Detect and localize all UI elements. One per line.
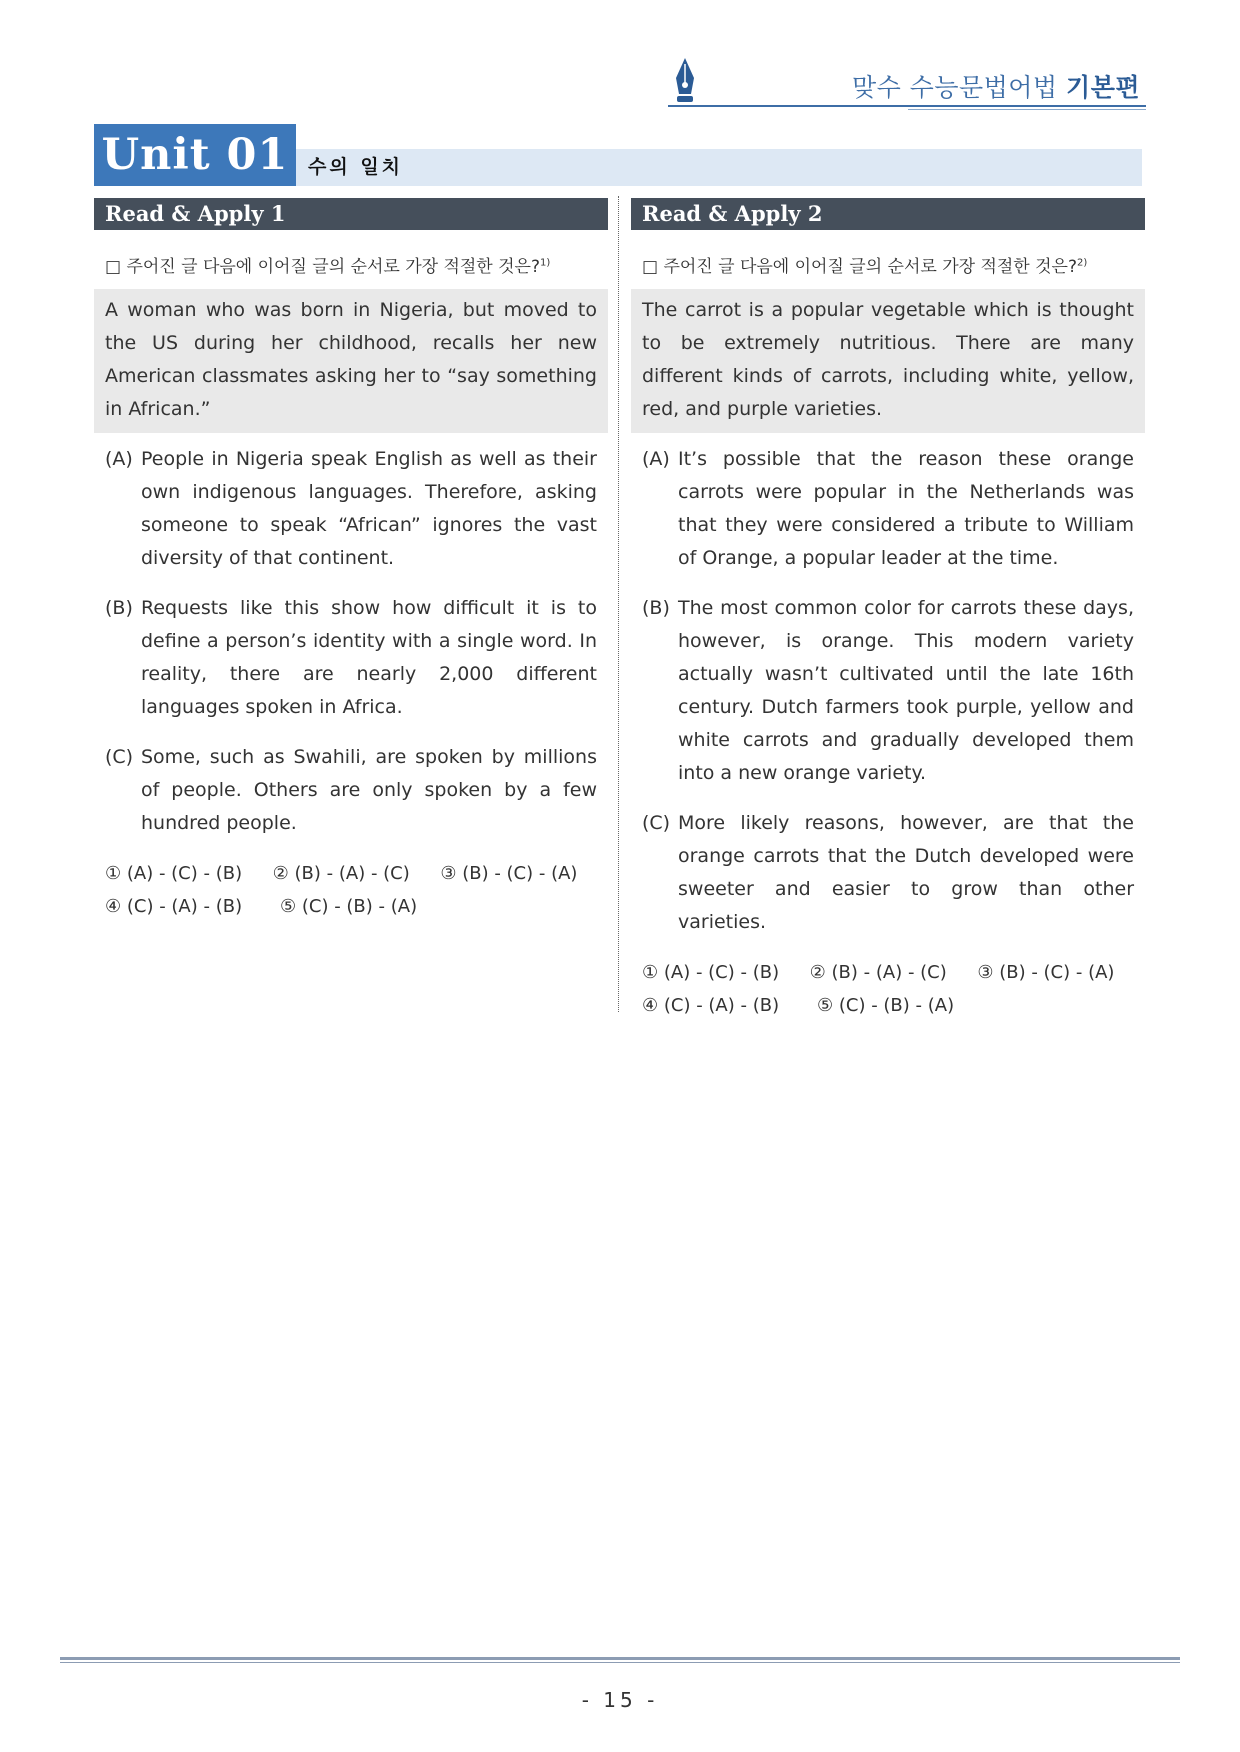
option-tag: (C) (105, 746, 134, 768)
answer-choice-5[interactable]: ⑤ (C) - (B) - (A) (280, 896, 418, 917)
answer-choices (94, 857, 608, 923)
footer-rule (60, 1657, 1180, 1660)
answer-choice-5[interactable]: ⑤ (C) - (B) - (A) (817, 995, 955, 1016)
footer-rule-thin (60, 1662, 1180, 1663)
answer-choices (631, 956, 1145, 1022)
option-text: The most common color for carrots these days, however, is orange. This modern variety actually wasn’t cultivated until the late 16th century. Dutch farmers took purple, yellow and white carrots and gradually developed them into a new orange variety. (678, 597, 1134, 784)
unit-subtitle: 수의 일치 (308, 156, 404, 178)
page-header (668, 54, 1146, 110)
header-rule-thin (908, 109, 1146, 110)
header-rule (668, 105, 1146, 107)
option-text: More likely reasons, however, are that the orange carrots that the Dutch developed were sweeter and easier to grow than other varieties. (678, 812, 1134, 933)
option-text: People in Nigeria speak English as well as their own indigenous languages. Therefore, asking someone to speak “African” ignores the vast diversity of that continent. (141, 448, 597, 569)
given-passage: The carrot is a popular vegetable which is thought to be extremely nutritious. There are many different kinds of carrots, including white, yellow, red, and purple varieties. (631, 289, 1145, 433)
read-apply-2 (631, 198, 1145, 1022)
section-heading: Read & Apply 2 (631, 198, 1145, 230)
option-text: It’s possible that the reason these orange carrots were popular in the Netherlands was that they were considered a tribute to William of Orange, a popular leader at the time. (678, 448, 1134, 569)
option-text: Requests like this show how difficult it is to define a person’s identity with a single word. In reality, there are nearly 2,000 different languages spoken in Africa. (141, 597, 597, 718)
paragraph-option-a (105, 443, 597, 575)
page-number: - 15 - (581, 1688, 659, 1712)
option-tag: (B) (105, 597, 133, 619)
answer-choice-3[interactable]: ③ (B) - (C) - (A) (440, 863, 578, 884)
footnote-marker: 1) (540, 257, 551, 269)
answer-choice-1[interactable]: ① (A) - (C) - (B) (642, 962, 780, 983)
question-text: □ 주어진 글 다음에 이어질 글의 순서로 가장 적절한 것은? (105, 257, 541, 277)
given-passage: A woman who was born in Nigeria, but moved to the US during her childhood, recalls her new American classmates asking her to “say something in African.” (94, 289, 608, 433)
footnote-marker: 2) (1077, 257, 1088, 269)
answer-choice-3[interactable]: ③ (B) - (C) - (A) (977, 962, 1115, 983)
paragraph-option-a (642, 443, 1134, 575)
answer-choice-4[interactable]: ④ (C) - (A) - (B) (642, 995, 780, 1016)
read-apply-1 (94, 198, 608, 923)
unit-title: Unit 01 (94, 124, 296, 186)
book-title-bold: 기본편 (1066, 73, 1140, 102)
question-prompt (94, 252, 608, 277)
fountain-pen-nib-icon (670, 56, 700, 106)
column-divider (618, 196, 619, 1012)
option-tag: (A) (642, 448, 670, 470)
paragraph-option-c (105, 741, 597, 840)
book-title-prefix: 맞수 수능문법어법 (851, 73, 1058, 102)
option-text: Some, such as Swahili, are spoken by millions of people. Others are only spoken by a few hundred people. (141, 746, 597, 834)
paragraph-option-c (642, 807, 1134, 939)
section-heading: Read & Apply 1 (94, 198, 608, 230)
option-tag: (C) (642, 812, 671, 834)
answer-choice-1[interactable]: ① (A) - (C) - (B) (105, 863, 243, 884)
question-text: □ 주어진 글 다음에 이어질 글의 순서로 가장 적절한 것은? (642, 257, 1078, 277)
answer-choice-2[interactable]: ② (B) - (A) - (C) (272, 863, 410, 884)
paragraph-option-b (642, 592, 1134, 790)
option-tag: (B) (642, 597, 670, 619)
answer-choice-2[interactable]: ② (B) - (A) - (C) (809, 962, 947, 983)
paragraph-option-b (105, 592, 597, 724)
book-title (852, 68, 1140, 104)
option-tag: (A) (105, 448, 133, 470)
question-prompt (631, 252, 1145, 277)
answer-choice-4[interactable]: ④ (C) - (A) - (B) (105, 896, 243, 917)
unit-subtitle-bar (296, 149, 1142, 186)
